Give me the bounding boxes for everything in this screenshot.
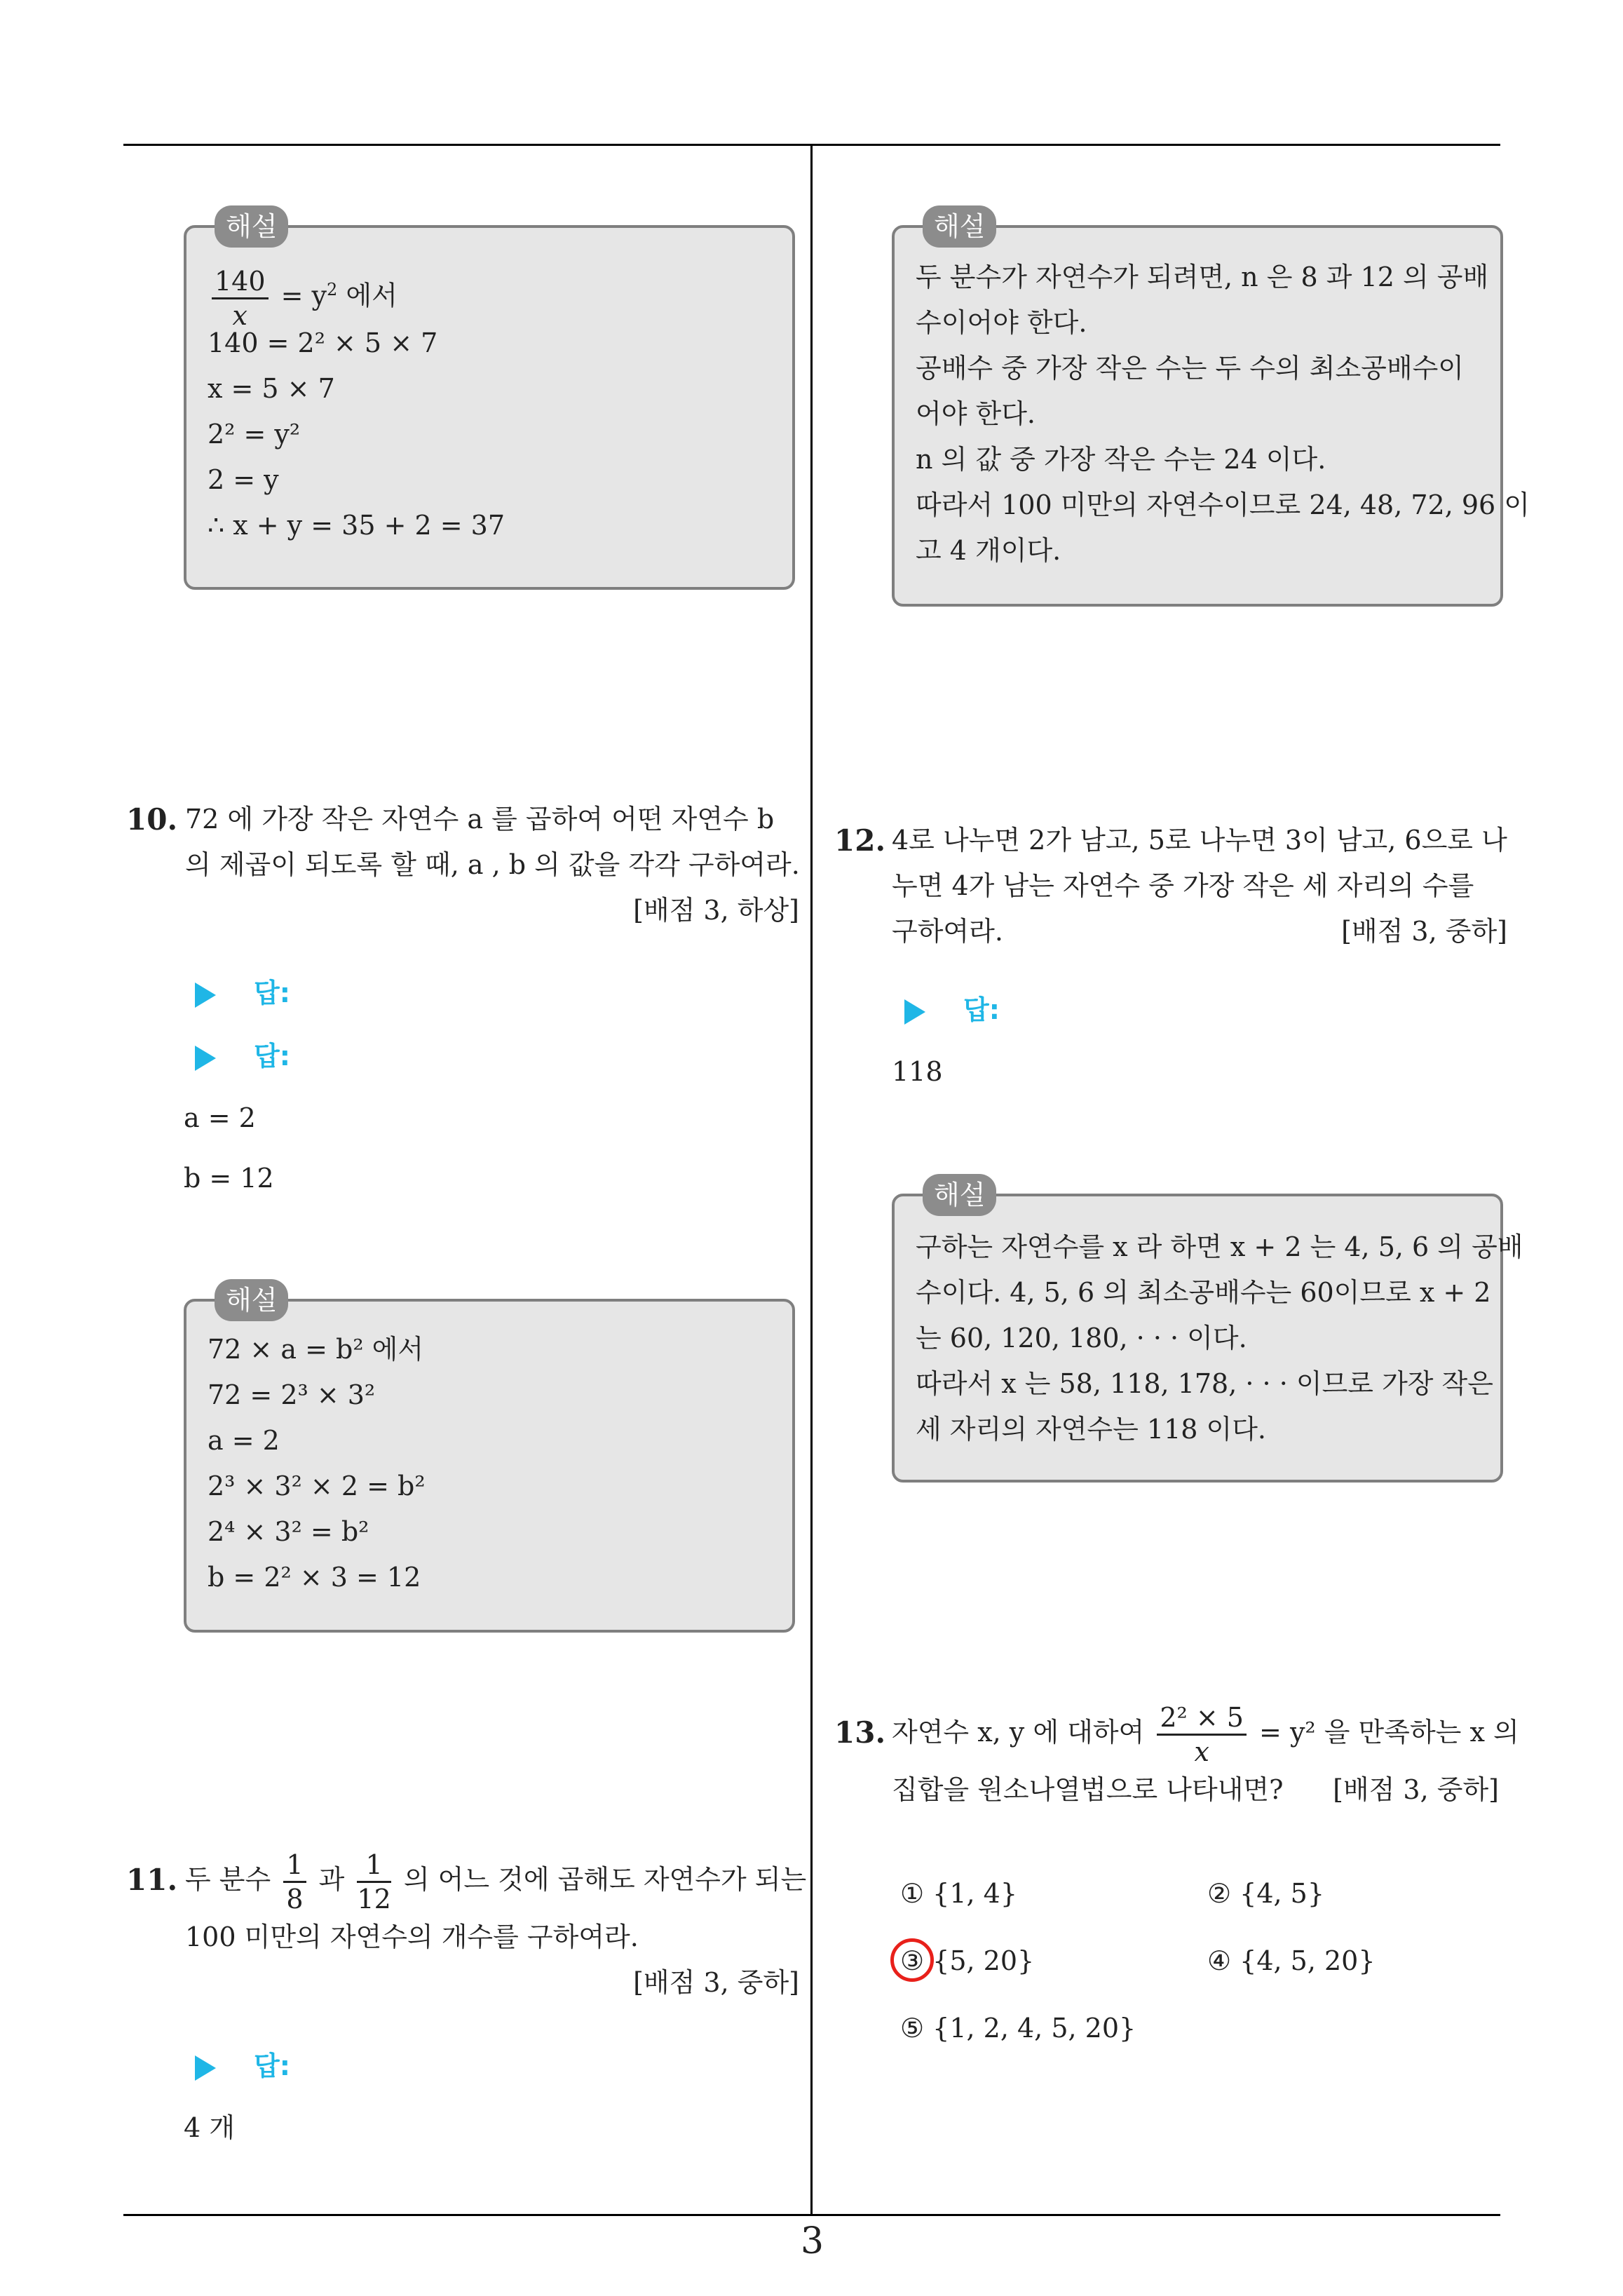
arrow-icon: [904, 999, 925, 1025]
question-text: 구하여라.: [892, 916, 1003, 947]
answer-label: 답:: [195, 2045, 290, 2087]
solution-line: 72 × a = b² 에서: [208, 1334, 424, 1365]
solution-line: $\frac{140}{x}$ = $y^2$ 에서: [208, 259, 771, 320]
solution-line: 2 = y: [208, 464, 279, 495]
question-text: 100 미만의 자연수의 개수를 구하여라.: [185, 1922, 639, 1952]
question-text: 의 제곱이 되도록 할 때, a , b 의 값을 각각 구하여라.: [185, 849, 800, 880]
question-12: [834, 818, 1507, 954]
solution-box-q11: [892, 211, 1530, 607]
solution-line: 2⁴ × 3² = b²: [208, 1516, 369, 1547]
solution-line: n 의 값 중 가장 작은 수는 24 이다.: [916, 444, 1326, 475]
question-text: 4로 나누면 2가 남고, 5로 나누면 3이 남고, 6으로 나: [892, 825, 1507, 856]
solution-box-q9: [184, 211, 795, 590]
question-number: 13.: [834, 1715, 886, 1750]
score-label: [배점 3, 중하]: [633, 1967, 799, 1998]
question-number: 12.: [834, 823, 886, 858]
solution-line: 는 60, 120, 180, · · · 이다.: [916, 1323, 1247, 1353]
question-number: 10.: [126, 802, 178, 837]
solution-line: 수이다. 4, 5, 6 의 최소공배수는 60이므로 x + 2: [916, 1277, 1491, 1308]
solution-line: 어야 한다.: [916, 398, 1035, 429]
question-11: [126, 1844, 807, 2006]
question-text: 72 에 가장 작은 자연수 a 를 곱하여 어떤 자연수 b: [185, 804, 775, 835]
solution-line: 공배수 중 가장 작은 수는 두 수의 최소공배수이: [916, 353, 1465, 384]
solution-line: x = 5 × 7: [208, 373, 335, 404]
solution-box-q12: [892, 1180, 1523, 1483]
solution-line: 고 4 개이다.: [916, 535, 1061, 566]
arrow-icon: [195, 1046, 216, 1071]
solution-line: 세 자리의 자연수는 118 이다.: [916, 1414, 1267, 1445]
answer-value: 4 개: [184, 2112, 235, 2143]
question-text: 누면 4가 남는 자연수 중 가장 작은 세 자리의 수를: [892, 870, 1474, 901]
solution-line: b = 2² × 3 = 12: [208, 1562, 421, 1593]
question-number: 11.: [126, 1863, 178, 1897]
score-label: [배점 3, 중하]: [1333, 1774, 1499, 1805]
question-text: 자연수 x, y 에 대하여 $\frac{\text{2² × 5}}{x}$ = y² 을 만족하는 x 의: [892, 1702, 1519, 1767]
answer-label: 답:: [904, 989, 1000, 1031]
option-2[interactable]: ② {4, 5}: [1207, 1878, 1325, 1909]
page-number: 3: [801, 2220, 824, 2262]
bottom-rule: [123, 2214, 1500, 2216]
answer-value: b = 12: [184, 1163, 274, 1194]
option-5[interactable]: ⑤ {1, 2, 4, 5, 20}: [900, 2013, 1136, 2044]
answer-label: 답:: [195, 1035, 290, 1077]
option-1[interactable]: ① {1, 4}: [900, 1878, 1018, 1909]
answer-value: a = 2: [184, 1102, 256, 1133]
score-label: [배점 3, 중하]: [1341, 916, 1507, 947]
question-13: [834, 1697, 1519, 1813]
selected-answer-circle: [890, 1938, 934, 1982]
solution-line: 두 분수가 자연수가 되려면, n 은 8 과 12 의 공배: [916, 262, 1489, 292]
solution-tag: 해설: [923, 205, 996, 248]
score-label: [배점 3, 하상]: [633, 895, 799, 926]
answer-value: 118: [892, 1056, 943, 1087]
answer-label: 답:: [195, 972, 290, 1014]
solution-tag: 해설: [215, 1279, 288, 1321]
solution-line: 따라서 x 는 58, 118, 178, · · · 이므로 가장 작은: [916, 1368, 1493, 1399]
question-10: [126, 797, 799, 933]
solution-line: a = 2: [208, 1425, 280, 1456]
solution-line: 수이어야 한다.: [916, 307, 1087, 338]
option-4[interactable]: ④ {4, 5, 20}: [1207, 1945, 1376, 1976]
arrow-icon: [195, 982, 216, 1008]
option-3[interactable]: ③ {5, 20}: [900, 1945, 1035, 1976]
solution-line: 2³ × 3² × 2 = b²: [208, 1471, 426, 1501]
solution-line: 구하는 자연수를 x 라 하면 x + 2 는 4, 5, 6 의 공배: [916, 1231, 1523, 1262]
question-text: 집합을 원소나열법으로 나타내면?: [892, 1774, 1284, 1805]
solution-line: 72 = 2³ × 3²: [208, 1379, 376, 1410]
solution-tag: 해설: [215, 205, 288, 248]
solution-line: 140 = 2² × 5 × 7: [208, 327, 438, 358]
solution-line: 따라서 100 미만의 자연수이므로 24, 48, 72, 96 이: [916, 489, 1530, 520]
solution-line: 2² = y²: [208, 419, 301, 450]
solution-line: ∴ x + y = 35 + 2 = 37: [208, 510, 505, 541]
question-text: 두 분수 $\frac{1}{8}$ 과 $\frac{1}{12}$ 의 어느 것에 곱해도 자연수가 되는: [185, 1849, 807, 1915]
arrow-icon: [195, 2055, 216, 2081]
solution-box-q10: [184, 1285, 795, 1633]
solution-tag: 해설: [923, 1174, 996, 1216]
column-divider: [810, 145, 813, 2215]
